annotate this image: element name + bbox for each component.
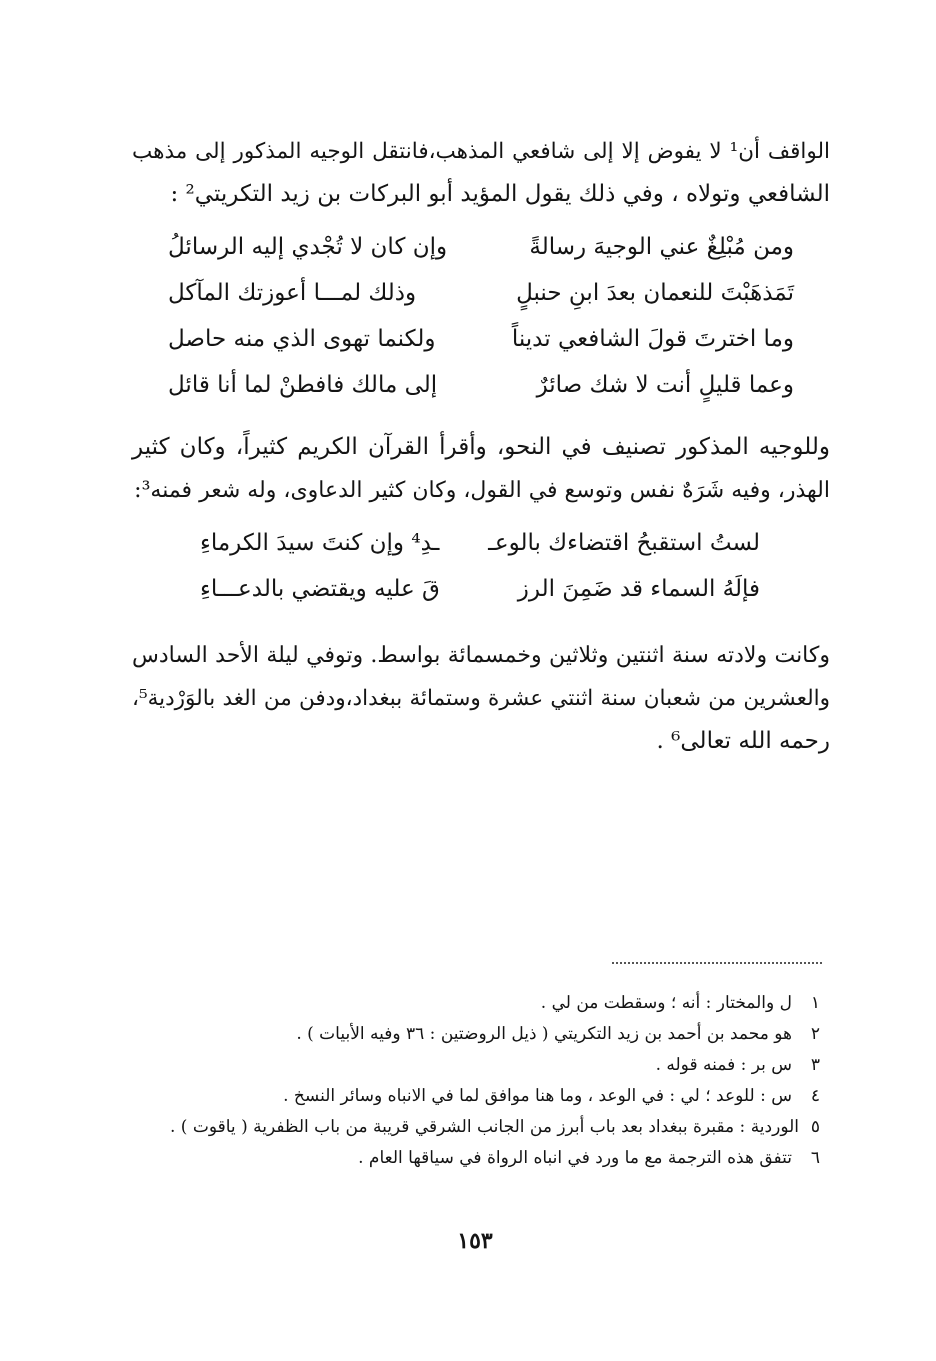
- paragraph-line: وكانت ولادته سنة اثنتين وثلاثين وخمسمائة بواسط. وتوفي ليلة الأحد السادس: [132, 643, 830, 668]
- paragraph-line: والعشرين من شعبان سنة اثنتي عشرة وستمائة ببغداد،ودفن من الغد بالوَرْدية⁵،: [132, 686, 830, 711]
- verse-hemistich-left: قَ عليه ويقتضي بالدعـــاءِ: [200, 576, 440, 602]
- footnote: [170, 988, 820, 1019]
- footnote-separator: [612, 962, 822, 964]
- poem-block-1: [168, 224, 794, 408]
- verse-line: [200, 566, 760, 612]
- paragraph-line: الشافعي وتولاه ، وفي ذلك يقول المؤيد أبو البركات بن زيد التكريتي² :: [170, 181, 830, 207]
- footnote-number: ٦: [810, 1148, 820, 1168]
- verse-hemistich-right: وما اخترتَ قولَ الشافعي تديناً: [511, 326, 794, 352]
- verse-hemistich-right: ومن مُبْلِغٌ عني الوجيهَ رسالةً: [529, 234, 794, 260]
- footnote-text: س : للوعد ؛ لي : في الوعد ، وما هنا موافق لما في الانباه وسائر النسخ .: [283, 1086, 792, 1106]
- footnote-text: الوردية : مقبرة ببغداد بعد باب أبرز من الجانب الشرقي قريبة من باب الظفرية ( ياقوت ) .: [170, 1117, 799, 1137]
- verse-line: [168, 224, 794, 270]
- footnote: [170, 1050, 820, 1081]
- verse-hemistich-right: فإلَهُ السماء قد ضَمِنَ الرز: [517, 576, 760, 602]
- verse-line: [168, 270, 794, 316]
- footnote-text: ل والمختار : أنه ؛ وسقطت من لي .: [540, 993, 792, 1013]
- paragraph-line: الواقف أن¹ لا يفوض إلا إلى شافعي المذهب،فانتقل الوجيه المذكور إلى مذهب: [132, 139, 830, 164]
- footnote-number: ٢: [810, 1024, 820, 1044]
- paragraph-2: [132, 426, 830, 512]
- paragraph-line: الهذر، وفيه شَرَهٌ نفس وتوسع في القول، وكان كثير الدعاوى، وله شعر فمنه³:: [134, 478, 830, 503]
- verse-hemistich-left: ـدِ⁴ وإن كنتَ سيدَ الكرماءِ: [200, 530, 440, 556]
- footnote-number: ٤: [810, 1086, 820, 1106]
- footnote-number: ٥: [810, 1117, 820, 1137]
- page-number: ١٥٣: [457, 1228, 493, 1254]
- verse-line: [168, 316, 794, 362]
- footnote: [170, 1143, 820, 1174]
- footnote-text: هو محمد بن أحمد بن زيد التكريتي ( ذيل الروضتين : ٣٦ وفيه الأبيات ) .: [296, 1024, 792, 1044]
- footnote: [170, 1081, 820, 1112]
- verse-hemistich-left: وذلك لمـــا أعوزتك المآكل: [168, 280, 417, 306]
- paragraph-1: [132, 130, 830, 216]
- footnotes: [170, 988, 820, 1174]
- verse-hemistich-right: وعما قليلٍ أنت لا شك صائرٌ: [536, 372, 794, 398]
- footnote-number: ١: [810, 993, 820, 1013]
- footnote-text: س بر : فمنه قوله .: [655, 1055, 792, 1075]
- paragraph-3: [132, 634, 830, 763]
- footnote: [170, 1019, 820, 1050]
- footnote-text: تتفق هذه الترجمة مع ما ورد في انباه الرواة في سياقها العام .: [358, 1148, 792, 1168]
- paragraph-line: وللوجيه المذكور تصنيف في النحو، وأقرأ القرآن الكريم كثيراً، وكان كثير: [132, 434, 830, 460]
- verse-hemistich-left: وإن كان لا تُجْدي إليه الرسائلُ: [168, 234, 448, 260]
- verse-hemistich-left: إلى مالك فافطنْ لما أنا قائل: [168, 372, 438, 398]
- footnote: [170, 1112, 820, 1143]
- verse-hemistich-right: تَمَذهَبْتَ للنعمان بعدَ ابنِ حنبلٍ: [516, 280, 794, 306]
- verse-line: [168, 362, 794, 408]
- footnote-number: ٣: [810, 1055, 820, 1075]
- paragraph-line: رحمه الله تعالى⁶ .: [656, 728, 830, 754]
- verse-hemistich-left: ولكنما تهوى الذي منه حاصل: [168, 326, 436, 352]
- verse-hemistich-right: لستُ استقبحُ اقتضاءك بالوعـ: [488, 530, 760, 556]
- poem-block-2: [200, 520, 760, 612]
- verse-line: [200, 520, 760, 566]
